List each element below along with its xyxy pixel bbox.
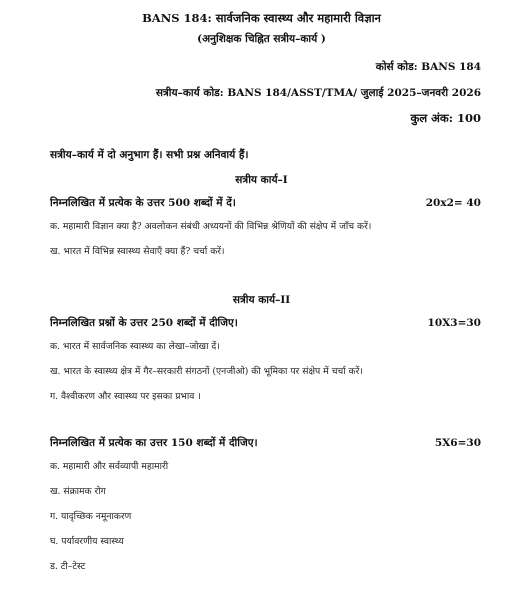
assignment-code: सत्रीय–कार्य कोड: BANS 184/ASST/TMA/ जुलाई 2025–जनवरी 2026 [155,87,481,99]
question-item: ग. वैश्वीकरण और स्वास्थ्य पर इसका प्रभाव । [50,391,201,402]
question-item: ख. संक्रामक रोग [50,486,106,497]
question-item: ड. टी–टेस्ट [50,561,86,572]
course-code: कोर्स कोड: BANS 184 [375,61,481,73]
question-item: क. महामारी और सर्वव्यापी महामारी [50,461,169,472]
total-marks: कुल अंक: 100 [410,111,481,125]
question-item: ग. यादृच्छिक नमूनाकरण [50,511,132,522]
question-item: क. भारत में सार्वजनिक स्वास्थ्य का लेखा–जोखा दें। [50,341,220,352]
section-1-marks: 20x2= 40 [425,197,481,209]
section-1-instruction: निम्नलिखित में प्रत्येक के उत्तर 500 शब्दों में दें। [50,197,236,209]
question-item: ख. भारत में विभिन्न स्वास्थ्य सेवाएँ क्या हैं? चर्चा करें। [50,246,225,257]
question-item: ख. भारत के स्वास्थ्य क्षेत्र में गैर–सरकारी संगठनों (एनजीओ) की भूमिका पर संक्षेप में चर्चा करें। [50,366,363,377]
section-2b-marks: 5X6=30 [434,437,481,449]
section-1-heading: सत्रीय कार्य–I [235,174,288,186]
section-2-instruction: निम्नलिखित प्रश्नों के उत्तर 250 शब्दों में दीजिए। [50,317,238,329]
general-instruction: सत्रीय–कार्य में दो अनुभाग हैं। सभी प्रश्न अनिवार्य हैं। [50,149,249,161]
question-item: घ. पर्यावरणीय स्वास्थ्य [50,536,124,547]
section-2-marks: 10X3=30 [427,317,481,329]
document-title: BANS 184: सार्वजनिक स्वास्थ्य और महामारी विज्ञान [142,11,381,25]
question-item: क. महामारी विज्ञान क्या है? अवलोकन संबंधी अध्ययनों की विभिन्न श्रेणियों की संक्षेप में जाँच करें। [50,221,372,232]
document-subtitle: (अनुशिक्षक चिह्नित सत्रीय–कार्य ) [197,33,326,45]
section-2b-instruction: निम्नलिखित में प्रत्येक का उत्तर 150 शब्दों में दीजिए। [50,437,258,449]
section-2-heading: सत्रीय कार्य–II [232,294,291,306]
